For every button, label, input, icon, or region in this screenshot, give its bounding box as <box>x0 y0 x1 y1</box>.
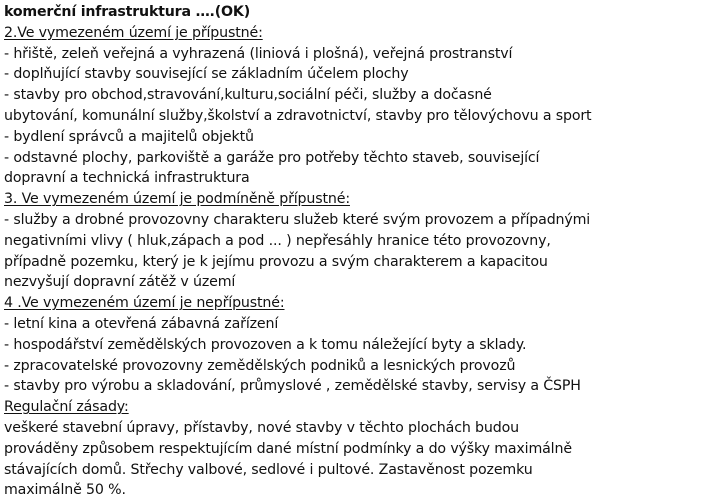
document-title: komerční infrastruktura ….(OK) <box>4 4 250 20</box>
section-heading-permitted: 2.Ve vymezeném území je přípustné: <box>4 24 263 41</box>
list-item-continuation: negativními vlivy ( hluk,zápach a pod ... ) nepřesáhly hranice této provozovny, <box>4 232 551 249</box>
list-item: - zpracovatelské provozovny zemědělských podniků a lesnických provozů <box>4 357 516 374</box>
list-item-continuation: ubytování, komunální služby,školství a zdravotnictví, stavby pro tělovýchovu a sport <box>4 107 592 124</box>
document-body <box>4 2 716 501</box>
list-item: - hřiště, zeleň veřejná a vyhrazená (liniová i plošná), veřejná prostranství <box>4 45 513 62</box>
list-item: - letní kina a otevřená zábavná zařízení <box>4 315 279 332</box>
list-item: - odstavné plochy, parkoviště a garáže pro potřeby těchto staveb, související <box>4 149 540 166</box>
paragraph-line: veškeré stavební úpravy, přístavby, nové stavby v těchto plochách budou <box>4 419 519 436</box>
list-item: - stavby pro výrobu a skladování, průmyslové , zemědělské stavby, servisy a ČSPH <box>4 378 581 395</box>
list-item: - stavby pro obchod,stravování,kulturu,sociální péči, služby a dočasné <box>4 87 492 104</box>
list-item: - doplňující stavby související se základním účelem plochy <box>4 66 409 83</box>
paragraph-line: prováděny způsobem respektujícím dané místní podmínky a do výšky maximálně <box>4 440 572 457</box>
list-item: - bydlení správců a majitelů objektů <box>4 128 254 145</box>
section-heading-conditionally-permitted: 3. Ve vymezeném území je podmíněně přípustné: <box>4 191 350 208</box>
list-item-continuation: případně pozemku, který je k jejímu provozu a svým charakterem a kapacitou <box>4 253 548 270</box>
paragraph-line: stávajících domů. Střechy valbové, sedlové i pultové. Zastavěnost pozemku <box>4 461 533 478</box>
list-item: - služby a drobné provozovny charakteru služeb které svým provozem a případnými <box>4 211 591 228</box>
list-item-continuation: nezvyšují dopravní zátěž v území <box>4 274 236 291</box>
section-heading-regulation-principles: Regulační zásady: <box>4 399 129 416</box>
section-heading-not-permitted: 4 .Ve vymezeném území je nepřípustné: <box>4 295 285 312</box>
paragraph-line: maximálně 50 %. <box>4 482 126 499</box>
list-item-continuation: dopravní a technická infrastruktura <box>4 170 250 187</box>
list-item: - hospodářství zemědělských provozoven a k tomu náležející byty a sklady. <box>4 336 527 353</box>
